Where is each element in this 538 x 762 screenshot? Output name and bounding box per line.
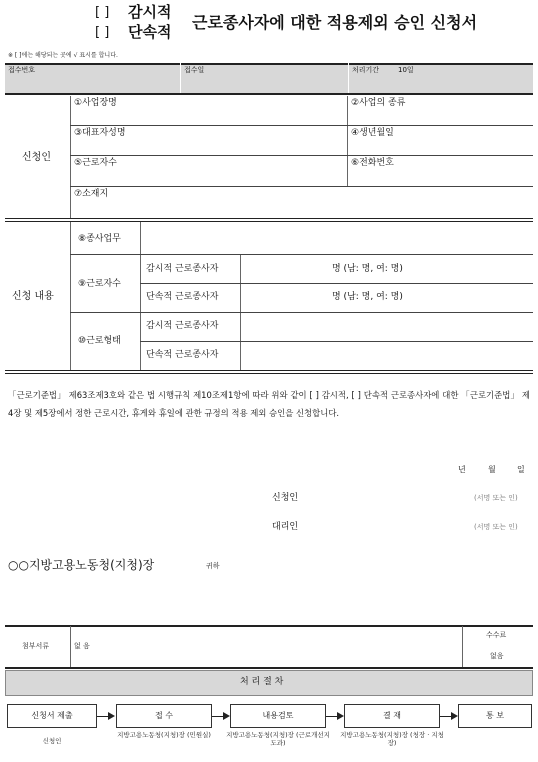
content-section-label: 신청 내용: [12, 291, 54, 302]
type-intermittent-label: 단속적: [128, 23, 172, 41]
attachments-label: 첨부서류: [22, 642, 50, 650]
arrow-icon: [223, 712, 230, 720]
step-review: 내용검토: [230, 704, 326, 728]
addressee-suffix: 귀하: [206, 562, 220, 570]
check-intermittent[interactable]: [ ]: [95, 25, 110, 40]
type-surveillance-label: 감시적: [128, 3, 172, 21]
arrow-icon: [108, 712, 115, 720]
agent-sign-hint[interactable]: (서명 또는 인): [474, 523, 518, 531]
fee-label: 수수료: [486, 631, 507, 639]
step-review-sub: 지방고용노동청(지청)장 (근로개선지도과): [226, 731, 330, 747]
address-field[interactable]: ⑦소재지: [74, 189, 109, 199]
birth-date-field[interactable]: ④생년월일: [351, 128, 394, 138]
representative-field[interactable]: ③대표자성명: [74, 128, 126, 138]
process-title: 처 리 절 차: [240, 677, 284, 687]
check-surveillance[interactable]: [ ]: [95, 5, 110, 20]
intermittent-count-label: 단속적 근로종사자: [146, 292, 219, 302]
processing-period-label: 처리기간: [352, 66, 380, 74]
date-year: 년: [458, 465, 466, 474]
step-approve: 결 재: [344, 704, 440, 728]
processing-period-value: 10일: [398, 66, 414, 74]
intermittent-count-field[interactable]: 명 (남: 명, 여: 명): [332, 292, 403, 302]
applicant-section-label: 신청인: [22, 152, 51, 163]
notice-text: ※ [ ]에는 해당되는 곳에 √ 표시를 합니다.: [8, 52, 118, 59]
attachments-value: 없 음: [74, 642, 90, 650]
arrow-icon: [451, 712, 458, 720]
business-name-field[interactable]: ①사업장명: [74, 98, 117, 108]
intermittent-form-label: 단속적 근로종사자: [146, 350, 219, 360]
applicant-signature-label: 신청인: [272, 493, 299, 503]
receipt-number-label: 접수번호: [8, 66, 36, 74]
work-form-label: ⑩근로형태: [78, 336, 121, 346]
agent-signature-label: 대리인: [272, 522, 299, 532]
arrow-icon: [337, 712, 344, 720]
phone-field[interactable]: ⑥전화번호: [351, 158, 394, 168]
date-month: 월: [488, 465, 496, 474]
surveillance-count-field[interactable]: 명 (남: 명, 여: 명): [332, 264, 403, 274]
step-approve-sub: 지방고용노동청(지청)장 (청장 · 지청장): [340, 731, 444, 747]
step-notify: 통 보: [458, 704, 532, 728]
workers-field[interactable]: ⑤근로자수: [74, 158, 117, 168]
step-receive-sub: 지방고용노동청(지청)장 (민원실): [117, 731, 211, 739]
step-submit: 신청서 제출: [7, 704, 97, 728]
surveillance-form-label: 감시적 근로종사자: [146, 321, 219, 331]
applicant-sign-hint[interactable]: (서명 또는 인): [474, 494, 518, 502]
duty-field[interactable]: ⑧종사업무: [78, 234, 121, 244]
fee-value: 없음: [490, 652, 504, 660]
workers-count-label: ⑨근로자수: [78, 279, 121, 289]
addressee-office: ○○지방고용노동청(지청)장: [8, 558, 155, 572]
receipt-date-label: 접수일: [184, 66, 205, 74]
step-receive: 접 수: [116, 704, 212, 728]
business-type-field[interactable]: ②사업의 종류: [351, 98, 406, 108]
receipt-row: [5, 63, 533, 93]
date-day: 일: [517, 465, 525, 474]
step-submit-sub: 신청인: [42, 737, 62, 745]
statement-text: 「근로기준법」 제63조제3호와 같은 법 시행규칙 제10조제1항에 따라 위와 같이 [ ] 감시적, [ ] 단속적 근로종사자에 대한 「근로기준법」 제4장 및 제5장에서 정한 근로시간, 휴게와 휴일에 관한 규정의 적용 제외 승인을 신청합니다.: [8, 390, 530, 418]
form-title: 근로종사자에 대한 적용제외 승인 신청서: [192, 13, 478, 32]
surveillance-count-label: 감시적 근로종사자: [146, 264, 219, 274]
